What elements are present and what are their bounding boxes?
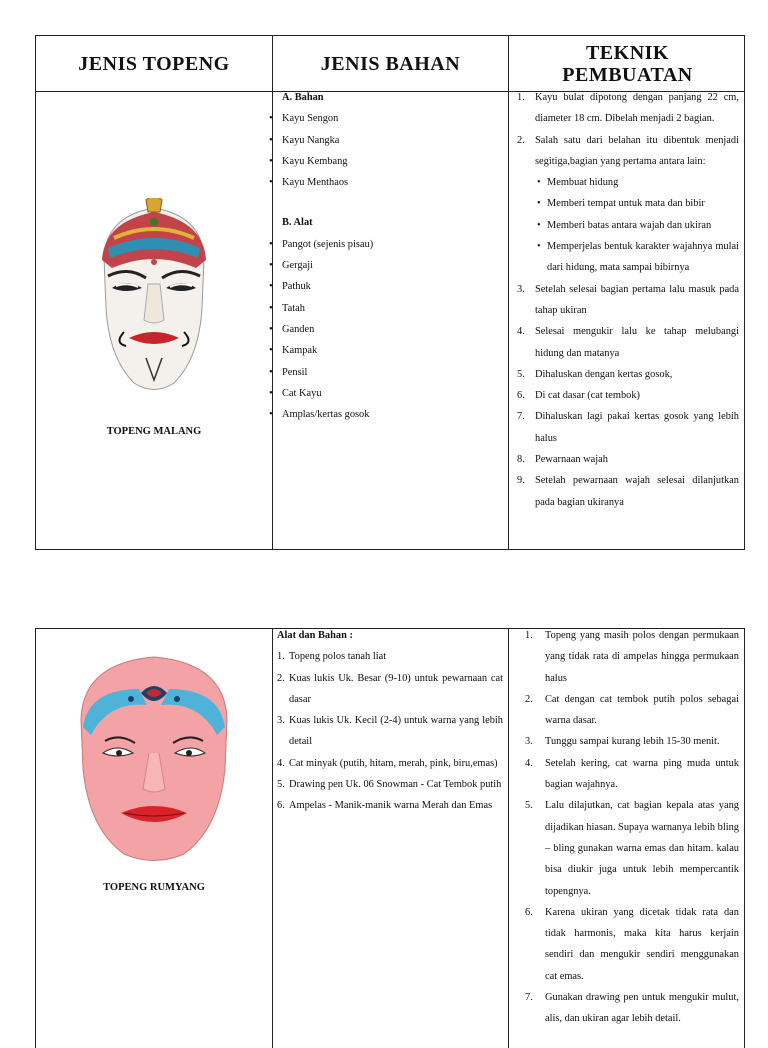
teknik-rumyang <box>517 625 739 1030</box>
bahan-alat-malang <box>282 87 504 425</box>
list-item: • Memperjelas bentuk karakter wajahnya mulai dari hidung, mata sampai bibirnya <box>517 236 739 279</box>
list-item: • Memberi batas antara wajah dan ukiran <box>517 215 739 236</box>
list-item: 6. Ampelas - Manik-manik warna Merah dan Emas <box>277 800 493 812</box>
list-item: 2. Cat dengan cat tembok putih polos sebagai warna dasar. <box>525 693 739 727</box>
topeng-malang-image <box>84 198 224 398</box>
list-item: 5. Lalu dilajutkan, cat bagian kepala atas yang dijadikan hiasan. Supaya warnanya lebih bling – bling gunakan warna emas dan hitam. kalau bisa diukir juga untuk lebih mempercantik topengnya. <box>525 800 739 897</box>
column-divider <box>508 36 509 549</box>
mask-table-malang <box>35 35 745 550</box>
list-item: • Gergaji <box>282 255 504 276</box>
steps-list <box>517 625 739 1030</box>
sub-list <box>517 172 739 278</box>
list-item: • Kampak <box>282 340 504 361</box>
list-item: • Kayu Kembang <box>282 151 504 172</box>
list-item: 6. Karena ukiran yang dicetak tidak rata dan tidak harmonis, maka kita harus kerjain sendiri dan mengukir sendiri menggunakan cat emas. <box>525 906 739 982</box>
list-item: • Kayu Nangka <box>282 130 504 151</box>
steps-list <box>517 87 739 513</box>
list-item: 9. Setelah pewarnaan wajah selesai dilanjutkan pada bagian ukiranya <box>517 475 739 508</box>
alat-bahan-list <box>277 646 503 816</box>
list-item: • Pathuk <box>282 276 504 297</box>
list-item: 3. Kuas lukis Uk. Kecil (2-4) untuk warna yang lebih detail <box>277 715 503 748</box>
list-item: 1. Topeng polos tanah liat <box>277 651 387 663</box>
list-item: 1. Kayu bulat dipotong dengan panjang 22 cm, diameter 18 cm. Dibelah menjadi 2 bagian. <box>517 92 739 125</box>
list-item: • Pangot (sejenis pisau) <box>282 234 504 255</box>
list-item: • Ganden <box>282 319 504 340</box>
alat-bahan-title: Alat dan Bahan : <box>277 630 353 641</box>
list-item: 4. Setelah kering, cat warna ping muda untuk bagian wajahnya. <box>525 757 739 791</box>
topeng-rumyang-image <box>69 649 239 869</box>
column-divider <box>508 629 509 1048</box>
list-item: • Pensil <box>282 362 504 383</box>
list-item: 2. Kuas lukis Uk. Besar (9-10) untuk pewarnaan cat dasar <box>277 672 503 705</box>
header-jenis-bahan: JENIS BAHAN <box>320 52 461 75</box>
list-item: • Kayu Menthaos <box>282 172 504 193</box>
list-item: 3. Setelah selesai bagian pertama lalu masuk pada tahap ukiran <box>517 283 739 316</box>
list-item: 3. Tunggu sampai kurang lebih 15-30 menit. <box>525 736 720 748</box>
list-item: 2. Salah satu dari belahan itu dibentuk menjadi segitiga,bagian yang pertama antara lain: • Membuat hidung • Memberi tempat untuk mata dan bibir • Memberi batas antara wajah dan ukiran • Memperjelas bentuk karakter wajahnya mulai dari hidung, mata sampai bibirnya <box>517 130 739 279</box>
list-item: 8. Pewarnaan wajah <box>517 454 608 466</box>
list-item: 6. Di cat dasar (cat tembok) <box>517 390 641 402</box>
teknik-malang <box>517 87 739 513</box>
mask-name-malang: TOPENG MALANG <box>106 426 202 437</box>
bahan-alat-rumyang <box>277 625 503 817</box>
alat-list <box>282 234 504 426</box>
header-jenis-topeng: JENIS TOPENG <box>78 52 230 75</box>
list-item: • Tatah <box>282 298 504 319</box>
list-item: • Cat Kayu <box>282 383 504 404</box>
mask-table-rumyang <box>35 628 745 1048</box>
column-divider <box>272 629 273 1048</box>
list-item: 7. Dihaluskan lagi pakai kertas gosok yang lebih halus <box>517 411 739 444</box>
list-item: 5. Dihaluskan dengan kertas gosok, <box>517 368 673 380</box>
header-teknik-pembuatan: TEKNIK PEMBUATAN <box>562 41 693 86</box>
list-item: • Memberi tempat untuk mata dan bibir <box>517 193 739 214</box>
list-item: 1. Topeng yang masih polos dengan permukaan yang tidak rata di ampelas hingga permukaan halus <box>525 630 739 684</box>
bahan-list <box>282 108 504 193</box>
list-item: 4. Cat minyak (putih, hitam, merah, pink, biru,emas) <box>277 757 498 769</box>
list-item: 5. Drawing pen Uk. 06 Snowman - Cat Tembok putih <box>277 779 502 791</box>
bahan-title: A. Bahan <box>282 92 324 103</box>
list-item: 4. Selesai mengukir lalu ke tahap melubangi hidung dan matanya <box>517 326 739 359</box>
list-item: 7. Gunakan drawing pen untuk mengukir mulut, alis, dan ukiran agar lebih detail. <box>525 992 739 1025</box>
alat-title: B. Alat <box>282 217 313 229</box>
list-item: • Kayu Sengon <box>282 108 504 129</box>
list-item: • Amplas/kertas gosok <box>282 404 504 425</box>
mask-name-rumyang: TOPENG RUMYANG <box>103 882 205 893</box>
list-item: • Membuat hidung <box>517 172 739 193</box>
